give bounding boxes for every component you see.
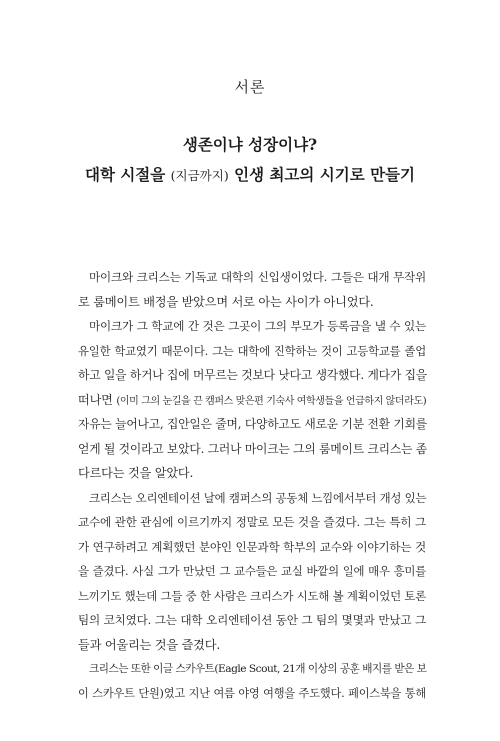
title-line-2-post: 인생 최고의 시기로 만들기 — [228, 165, 416, 184]
body-line: 다르다는 것을 알았다. — [78, 466, 194, 480]
title-line-2-paren: (지금까지) — [170, 168, 229, 183]
section-label: 서론 — [234, 78, 266, 96]
title-line-2 — [0, 160, 500, 191]
body-line-aside: (이미 그의 눈길을 끈 캠퍼스 맞은편 기숙사 여학생들을 언급하지 않더라도) — [116, 395, 427, 407]
body-line: 크리스는 또한 이글 스카우트(Eagle Scout, 21개 이상의 공훈 배지를 받은 보 — [89, 663, 427, 675]
body-line: 하고 일을 하거나 집에 머무르는 것보다 낫다고 생각했다. 게다가 집을 — [78, 368, 427, 382]
body-line: 로 룸메이트 배정을 받았으며 서로 아는 사이가 아니었다. — [78, 294, 374, 309]
chapter-title — [0, 130, 500, 191]
body-line: 들과 어울리는 것을 즐겼다. — [78, 637, 221, 652]
body-line: 크리스는 오리엔테이션 날에 캠퍼스의 공동체 느낌에서부터 개성 있는 — [89, 490, 427, 505]
body-line: 유일한 학교였기 때문이다. 그는 대학에 진학하는 것이 고등학교를 졸업 — [78, 343, 426, 358]
body-line: 교수에 관한 관심에 이르기까지 정말로 모든 것을 즐겼다. 그는 특히 그 — [78, 515, 426, 529]
body-line: 가 연구하려고 계획했던 분야인 인문과학 학부의 교수와 이야기하는 것 — [78, 539, 426, 554]
body-line: 얻게 될 것이라고 보았다. 그러나 마이크는 그의 룸메이트 크리스는 좀 — [78, 441, 427, 456]
body-line: 느끼기도 했는데 그들 중 한 사람은 크리스가 시도해 볼 계획이었던 토론 — [78, 588, 426, 603]
body-line: 마이크와 크리스는 기독교 대학의 신입생이었다. 그들은 대개 무작위 — [89, 270, 426, 284]
body-line-prefix: 떠나면 — [78, 392, 117, 407]
body-line: 이 스카우트 단원)였고 지난 여름 야영 여행을 주도했다. 페이스북을 통해 — [78, 686, 426, 700]
title-line-2-pre: 대학 시절을 — [84, 165, 171, 184]
body-line: 팀의 코치였다. 그는 대학 오리엔테이션 동안 그 팀의 몇몇과 만났고 그 — [78, 613, 426, 627]
body-line: 마이크가 그 학교에 간 것은 그곳이 그의 부모가 등록금을 낼 수 있는 — [89, 319, 426, 333]
body-line: 을 즐겼다. 사실 그가 만났던 그 교수들은 교실 바깥의 일에 매우 흥미를 — [78, 564, 426, 578]
title-line-1: 생존이냐 성장이냐? — [182, 135, 318, 154]
body-line: 자유는 늘어나고, 집안일은 줄며, 다양하고도 새로운 기분 전환 기회를 — [78, 417, 427, 431]
body-text — [78, 265, 426, 706]
body-line — [78, 388, 426, 413]
